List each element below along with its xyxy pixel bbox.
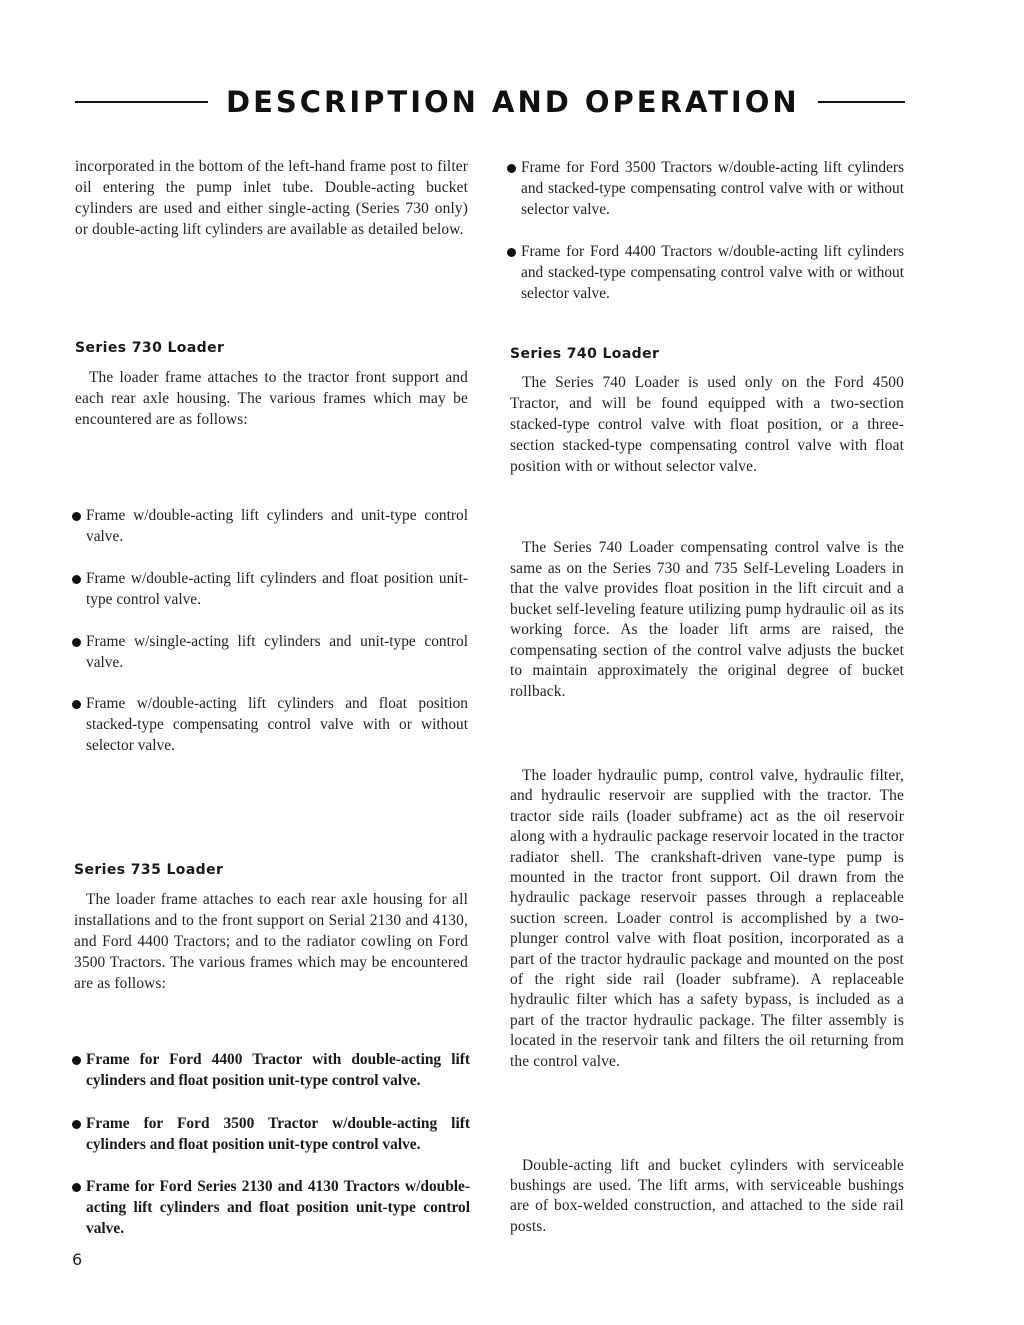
bullet-icon [72,1183,81,1192]
bullet-icon [72,1120,81,1129]
series-740-paragraph-3: The loader hydraulic pump, control valve, hydraulic filter, and hydraulic reservoir are supplied with the tractor. The tractor side rails (loader subframe) act as the oil reservoir along with a hydraulic package reservoir located in the tractor radiator shell. The crankshaft-driven vane-type pump is mounted in the tractor front support. Oil drawn from the hydraulic package reservoir passes through a replaceable suction screen. Loader control is accomplished by a two-plunger control valve with float position, incorporated as a part of the tractor hydraulic package and mounted on the post of the right side rail (loader subframe). A replaceable hydraulic filter which has a safety bypass, is included as a part of the tractor hydraulic package. The filter assembly is located in the reservoir tank and filters the oil returning from the control valve. [510,767,904,1070]
series-740-paragraph-1: The Series 740 Loader is used only on the Ford 4500 Tractor, and will be found equipped with a two-section stacked-type control valve with float position, or a three-section stacked-type compensating control valve with float position with or without selector valve. [510,374,904,475]
bullet-icon [507,248,516,257]
series-730-text: The loader frame attaches to the tractor front support and each rear axle housing. The various frames which may be encountered are as follows: [75,369,468,428]
page-header [75,82,905,122]
series-730-heading: Series 730 Loader [75,340,225,356]
series-735-heading: Series 735 Loader [74,862,224,878]
bullet-icon [72,512,81,521]
list-item-text: Frame for Ford 4400 Tractor with double-acting lift cylinders and float position unit-type control valve. [86,1051,470,1089]
page-number: 6 [72,1250,83,1269]
list-item [72,631,468,673]
list-item [507,241,904,304]
list-item-text: Frame for Ford 3500 Tractor w/double-acting lift cylinders and float position unit-type control valve. [86,1115,470,1153]
header-rule-left [75,101,208,103]
list-item [72,568,468,610]
list-item [72,1176,470,1239]
list-item-text: Frame w/double-acting lift cylinders and unit-type control valve. [86,507,468,545]
bullet-icon [72,1056,81,1065]
list-item [507,157,904,220]
series-735-text: The loader frame attaches to each rear axle housing for all installations and to the front support on Serial 2130 and 4130, and Ford 4400 Tractors; and to the radiator cowling on Ford 3500 Tractors. The various frames which may be encountered are as follows: [74,891,468,992]
list-item-text: Frame w/single-acting lift cylinders and unit-type control valve. [86,633,468,671]
list-item-text: Frame for Ford Series 2130 and 4130 Tractors w/double-acting lift cylinders and float position unit-type control valve. [86,1178,470,1237]
list-item-text: Frame w/double-acting lift cylinders and float position stacked-type compensating control valve with or without selector valve. [86,695,468,754]
list-item-text: Frame for Ford 4400 Tractors w/double-acting lift cylinders and stacked-type compensating control valve with or without selector valve. [521,243,904,302]
series-740-paragraph-4: Double-acting lift and bucket cylinders with serviceable bushings are used. The lift arms, with serviceable bushings are of box-welded construction, and attached to the side rail posts. [510,1157,904,1235]
bullet-icon [507,164,516,173]
list-item [72,1113,470,1155]
header-rule-right [818,101,905,103]
list-item-text: Frame for Ford 3500 Tractors w/double-acting lift cylinders and stacked-type compensating control valve with or without selector valve. [521,159,904,218]
series-740-heading: Series 740 Loader [510,346,660,362]
list-item [72,1049,470,1091]
bullet-icon [72,575,81,584]
bullet-icon [72,700,81,709]
intro-paragraph: incorporated in the bottom of the left-hand frame post to filter oil entering the pump inlet tube. Double-acting bucket cylinders are used and either single-acting (Series 730 only) or double-acting lift cylinders are available as detailed below. [75,158,468,238]
list-item [72,505,468,547]
list-item [72,693,468,756]
series-740-paragraph-2: The Series 740 Loader compensating control valve is the same as on the Series 730 and 735 Self-Leveling Loaders in that the valve provides float position in the lift circuit and a bucket self-leveling feature utilizing pump hydraulic oil as its working force. As the loader lift arms are raised, the compensating section of the control valve adjusts the bucket to maintain approximately the original degree of bucket rollback. [510,539,904,700]
list-item-text: Frame w/double-acting lift cylinders and float position unit-type control valve. [86,570,468,608]
page-title: DESCRIPTION AND OPERATION [226,85,800,119]
bullet-icon [72,638,81,647]
